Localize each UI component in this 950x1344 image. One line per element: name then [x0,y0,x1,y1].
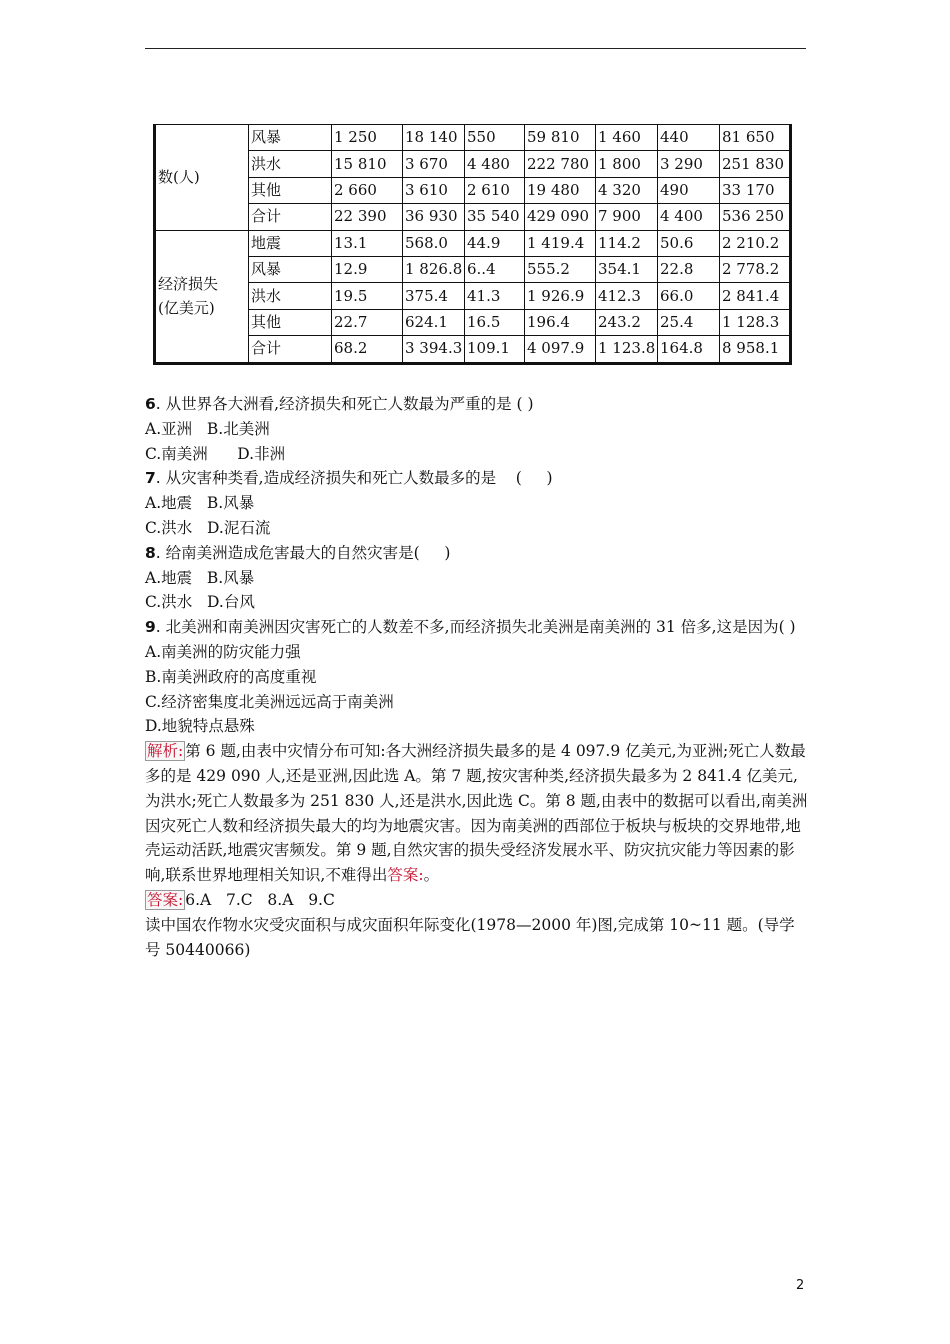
table-row [155,204,791,230]
answer-text: 6.A 7.C 8.A 9.C [185,890,335,909]
table-cell: 550 [465,125,525,151]
question-stem: . 从灾害种类看,造成经济损失和死亡人数最多的是 ( ) [155,469,553,488]
analysis-label: 解析: [147,742,184,761]
table-cell: 19 480 [525,177,596,203]
table-cell: 4 097.9 [525,336,596,363]
option-line: A.南美洲的防灾能力强 [145,642,301,661]
option-line: A.亚洲 B.北美洲 [145,419,270,438]
table-cell: 4 400 [658,204,720,230]
table-cell: 22.8 [658,256,720,282]
header-rule [145,48,806,49]
question-6 [145,392,810,417]
table-row [155,309,791,335]
table-cell: 15 810 [332,151,403,177]
table-cell: 2 660 [332,177,403,203]
table-cell: 4 480 [465,151,525,177]
table-cell: 36 930 [403,204,465,230]
table-cell: 22.7 [332,309,403,335]
table-cell: 50.6 [658,230,720,256]
option-line: C.南美洲 D.非洲 [145,444,286,463]
answer-inline-label: 答案: [387,866,424,885]
answer-label: 答案: [147,890,184,909]
table-row [155,151,791,177]
question-8 [145,541,810,566]
table-cell: 375.4 [403,283,465,309]
table-cell-type: 合计 [249,336,332,363]
table-cell: 18 140 [403,125,465,151]
table-cell: 1 826.8 [403,256,465,282]
table-cell: 2 210.2 [720,230,791,256]
table-cell-type: 风暴 [249,125,332,151]
table-cell: 81 650 [720,125,791,151]
table-cell: 35 540 [465,204,525,230]
table-cell: 2 778.2 [720,256,791,282]
table-cell: 66.0 [658,283,720,309]
table-cell: 1 250 [332,125,403,151]
option-line: D.地貌特点悬殊 [145,717,255,736]
question-number: 8 [145,543,156,562]
table-cell: 68.2 [332,336,403,363]
table-cell: 6..4 [465,256,525,282]
table-cell: 490 [658,177,720,203]
table-cell-type: 其他 [249,177,332,203]
analysis-paragraph [145,739,810,888]
table-cell: 41.3 [465,283,525,309]
table-cell: 16.5 [465,309,525,335]
table-cell: 12.9 [332,256,403,282]
table-cell: 25.4 [658,309,720,335]
table-cell: 7 900 [596,204,658,230]
analysis-text: 第 6 题,由表中灾情分布可知:各大洲经济损失最多的是 4 097.9 亿美元,为亚洲;死亡人数最多的是 429 090 人,还是亚洲,因此选 A。第 7 题,按灾害种类,经济损失最多为 2 841.4 亿美元,为洪水;死亡人数最多为 251 830 人,还是洪水,因此选 C。第 8 题,由表中的数据可以看出,南美洲因灾死亡人数和经济损失最大的均为地震灾害。因为南美洲的西部位于板块与板块的交界地带,地壳运动活跃,地震灾害频发。第 9 题,自然灾害的损失受经济发展水平、防灾抗灾能力等因素的影响,联系世界地理相关知识,不难得出 [145,742,808,885]
table-cell-type: 合计 [249,204,332,230]
table-cell: 624.1 [403,309,465,335]
table-cell: 3 394.3 [403,336,465,363]
table-cell: 568.0 [403,230,465,256]
table-cell: 2 841.4 [720,283,791,309]
table-cell: 3 290 [658,151,720,177]
table-row [155,256,791,282]
question-stem: . 从世界各大洲看,经济损失和死亡人数最为严重的是 ( ) [155,395,534,413]
table-cell: 1 926.9 [525,283,596,309]
table-cell: 44.9 [465,230,525,256]
table-cell: 1 800 [596,151,658,177]
table-cell: 109.1 [465,336,525,363]
table-cell: 1 460 [596,125,658,151]
table-cell: 114.2 [596,230,658,256]
loss-category-label [155,230,249,363]
question-stem: . 北美洲和南美洲因灾害死亡的人数差不多,而经济损失北美洲是南美洲的 31 倍多,这是因为( ) [155,618,796,637]
disaster-table [153,124,792,365]
answer-line [145,888,810,913]
option-line: A.地震 B.风暴 [145,568,255,587]
loss-label-line1: 经济损失 [158,275,219,294]
table-cell-type: 风暴 [249,256,332,282]
table-cell: 33 170 [720,177,791,203]
table-cell: 412.3 [596,283,658,309]
option-line: C.洪水 D.泥石流 [145,518,271,537]
question-stem: . 给南美洲造成危害最大的自然灾害是( ) [155,543,451,562]
table-cell: 429 090 [525,204,596,230]
table-cell: 59 810 [525,125,596,151]
table-cell: 2 610 [465,177,525,203]
question-9 [145,615,810,640]
table-cell: 251 830 [720,151,791,177]
table-row [155,177,791,203]
table-cell: 222 780 [525,151,596,177]
table-cell: 440 [658,125,720,151]
next-section-intro: 读中国农作物水灾受灾面积与成灾面积年际变化(1978—2000 年)图,完成第 10~11 题。(导学号 50440066) [145,915,795,959]
question-number: 7 [145,469,156,488]
question-7 [145,466,810,491]
table-cell-type: 洪水 [249,283,332,309]
question-number: 6 [145,395,156,413]
table-cell: 8 958.1 [720,336,791,363]
table-row [155,125,791,151]
table-cell: 555.2 [525,256,596,282]
table-cell-type: 地震 [249,230,332,256]
table-cell: 1 128.3 [720,309,791,335]
questions-section [145,392,810,962]
table-cell: 196.4 [525,309,596,335]
table-cell: 354.1 [596,256,658,282]
option-line: C.洪水 D.台风 [145,593,255,612]
table-cell-type: 其他 [249,309,332,335]
option-line: B.南美洲政府的高度重视 [145,667,317,686]
table-cell: 1 419.4 [525,230,596,256]
table-row [155,283,791,309]
table-row [155,230,791,256]
table-cell: 164.8 [658,336,720,363]
table-cell: 19.5 [332,283,403,309]
table-cell: 4 320 [596,177,658,203]
table-cell: 13.1 [332,230,403,256]
table-cell: 3 670 [403,151,465,177]
page-number: 2 [796,1278,805,1293]
loss-label-line2: (亿美元) [158,299,215,318]
table-cell: 243.2 [596,309,658,335]
deaths-category-label: 数(人) [155,125,249,231]
question-number: 9 [145,618,156,637]
option-line: A.地震 B.风暴 [145,494,255,513]
table-row [155,336,791,363]
table-cell: 22 390 [332,204,403,230]
option-line: C.经济密集度北美洲远远高于南美洲 [145,692,394,711]
table-cell-type: 洪水 [249,151,332,177]
analysis-tail: 。 [423,866,440,885]
table-cell: 536 250 [720,204,791,230]
table-cell: 3 610 [403,177,465,203]
table-cell: 1 123.8 [596,336,658,363]
